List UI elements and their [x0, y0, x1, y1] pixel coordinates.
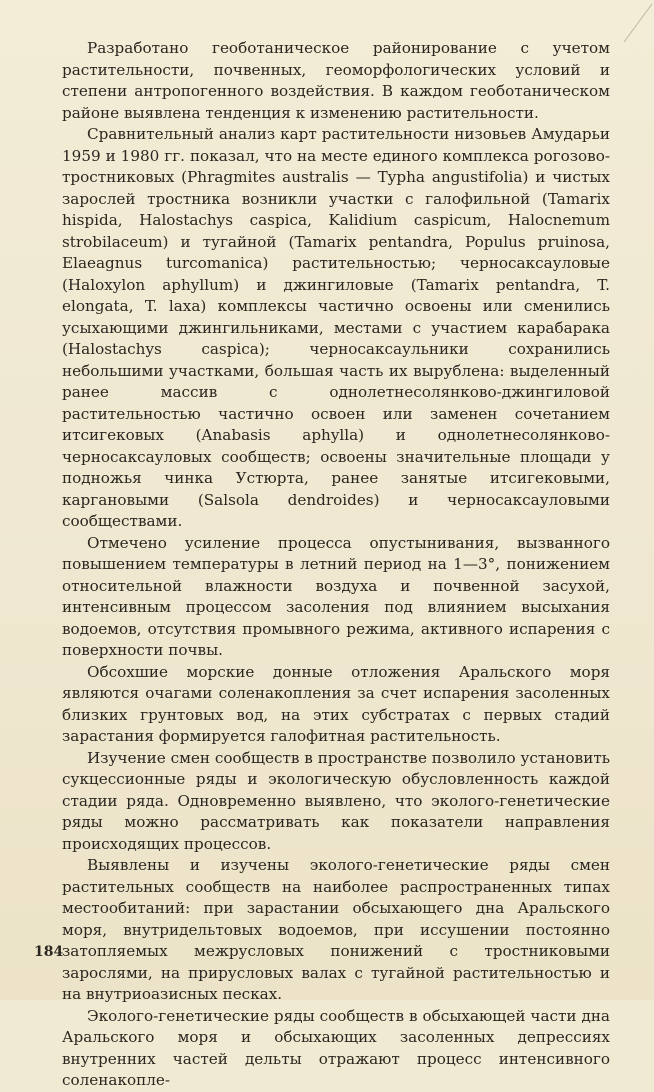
paragraph-1: Разработано геоботаническое районирование с учетом растительности, почвенных, геоморфологических условий и степени антропогенного воздействия. В каждом геоботаническом районе выявлена тенденция к изменению растительности. [62, 39, 610, 122]
page-number: 184 [34, 944, 64, 960]
paragraph-2: Сравнительный анализ карт растительности низовьев Амударьи 1959 и 1980 гг. показал, что на месте единого комплекса рогозово-тростниковых (Phragmites australis — Typha angustifolia) и чистых зарослей тростника возникли участки с галофильной (Tamarix hispida, Halostachys caspica, Kalidium caspicum, Halocnemum strobilaceum) и тугайной (Tamarix pentandra, Populus pruinosa, Elaeagnus turcomanica) растительностью; черносаксауловые (Haloxylon aphyllum) и джингиловые (Tamarix pentandra, T. elongata, T. laxa) комплексы частично освоены или сменились усыхающими джингильниками, местами с участием карабарака (Halostachys caspica); черносаксаульники сохранились небольшими участками, большая часть их вырублена: выделенный ранее массив с однолетнесолянково-джингиловой растительностью частично освоен или заменен сочетанием итсигековых (Anabasis aphylla) и однолетнесолянково-черносаксауловых сообществ; освоены значительные площади у подножья чинка Устюрта, ранее занятые итсигековыми, каргановыми (Salsola dendroides) и черносаксауловыми сообществами. [62, 125, 610, 530]
body-text [62, 38, 610, 1092]
paragraph-3: Отмечено усиление процесса опустынивания, вызванного повышением температуры в летний период на 1—3°, понижением относительной влажности воздуха и почвенной засухой, интенсивным процессом засоления под влиянием высыхания водоемов, отсутствия промывного режима, активного испарения с поверхности почвы. [62, 533, 610, 659]
paragraph-6: Выявлены и изучены эколого-генетические ряды смен растительных сообществ на наиболее распространенных типах местообитаний: при зарастании обсыхающего дна Аральского моря, внутридельтовых водоемов, при иссушении постоянно затопляемых межрусловых понижений с тростниковыми зарослями, на прирусловых валах с тугайной растительностью и на внутриоазисных песках. [62, 856, 610, 1003]
paragraph-4: Обсохшие морские донные отложения Аральского моря являются очагами соленакопления за счет испарения засоленных близких грунтовых вод, на этих субстратах с первых стадий зарастания формируется галофитная растительность. [62, 662, 610, 745]
paragraph-7: Эколого-генетические ряды сообществ в обсыхающей части дна Аральского моря и обсыхающих засоленных депрессиях внутренних частей дельты отражают процесс интенсивного соленакопле- [62, 1006, 610, 1089]
paragraph-5: Изучение смен сообществ в пространстве позволило установить сукцессионные ряды и экологическую обусловленность каждой стадии ряда. Одновременно выявлено, что эколого-генетические ряды можно рассматривать как показатели направления происходящих процессов. [62, 748, 610, 853]
